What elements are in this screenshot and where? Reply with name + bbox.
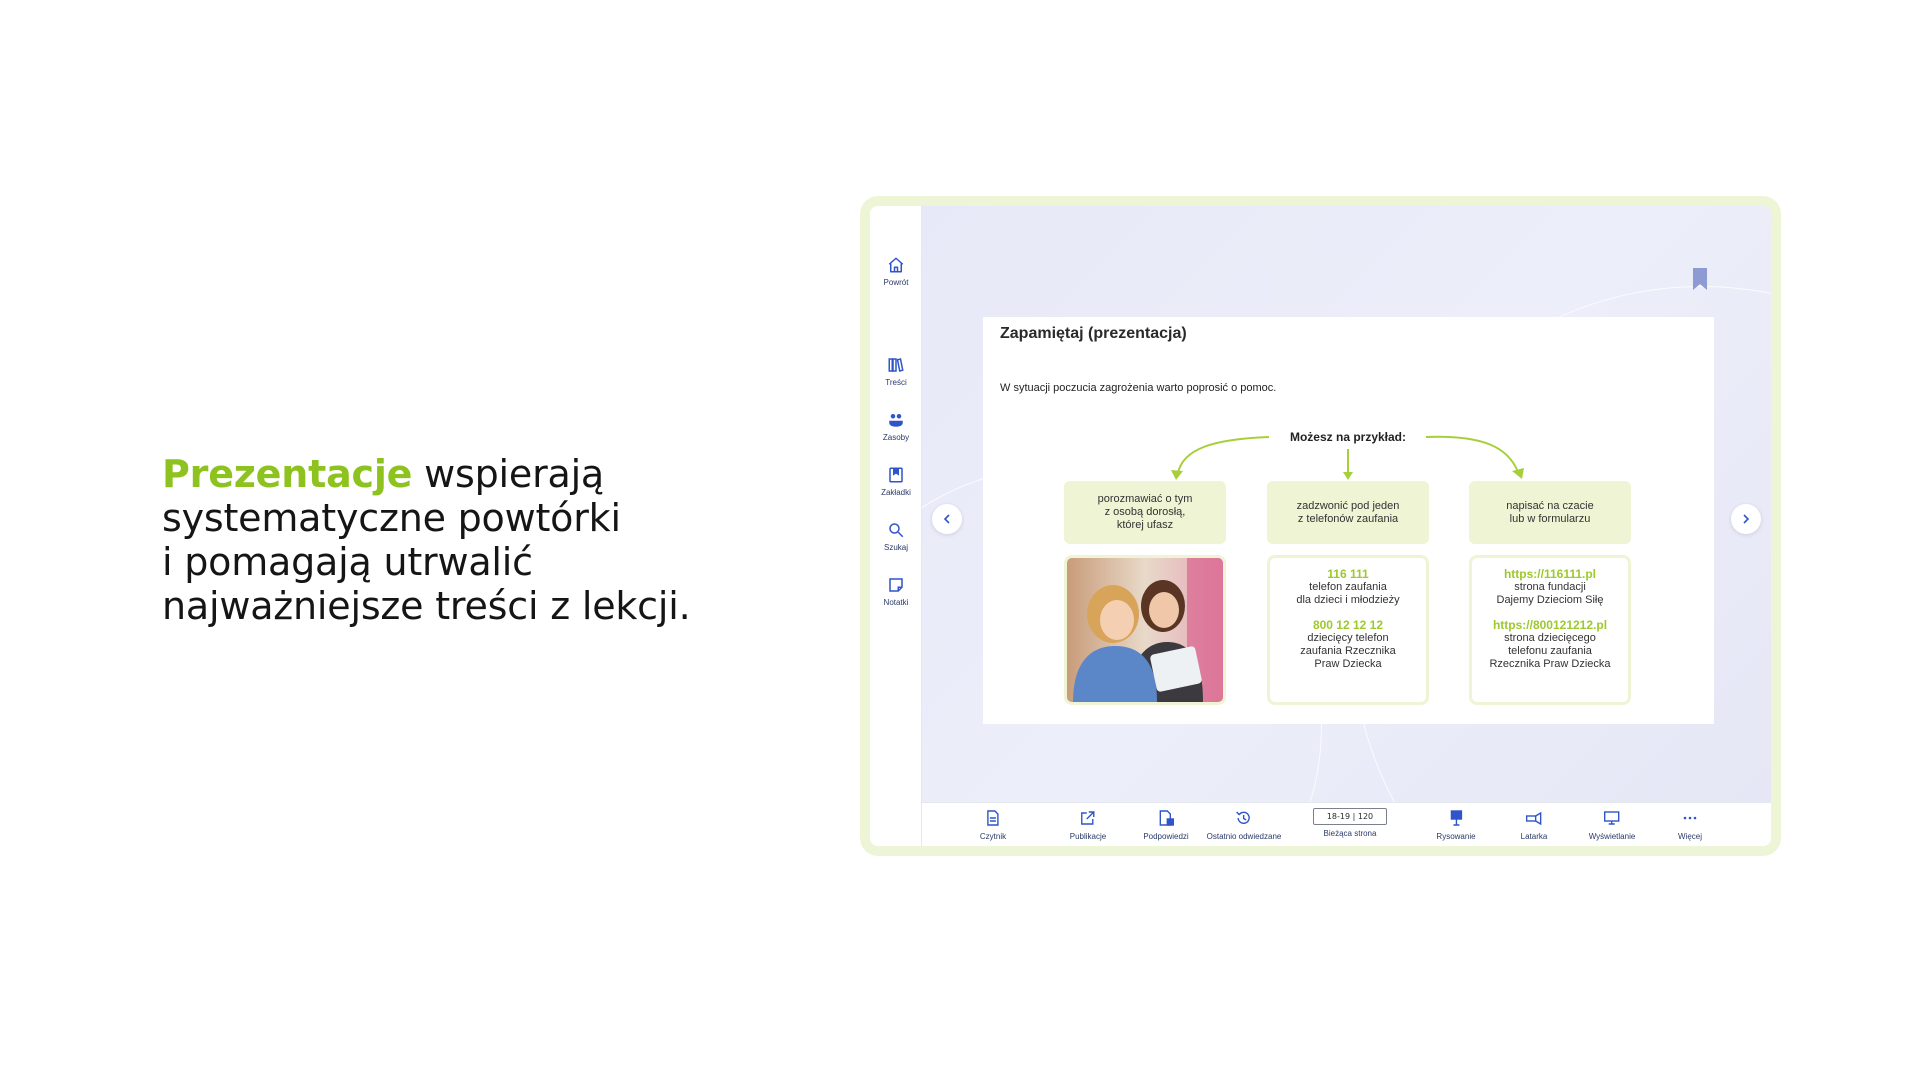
chevron-left-icon [941,513,953,525]
website-desc: Rzecznika Praw Dziecka [1489,658,1611,670]
phone-number-1[interactable]: 116 111 [1327,567,1369,581]
monitor-icon [1604,810,1620,826]
more-icon [1682,810,1698,826]
website-link-2[interactable]: https://800121212.pl [1492,618,1608,632]
photo-child-and-adult [1064,555,1226,705]
phone-desc: zaufania Rzecznika [1300,645,1396,657]
option-box-call [1267,481,1429,544]
website-link-1[interactable]: https://116111.pl [1503,567,1597,581]
option-text: z osobą dorosłą, [1104,506,1186,518]
sidebar-label: Treści [885,378,907,387]
chevron-right-icon [1740,513,1752,525]
toolbar-label: Latarka [1520,832,1548,841]
option-text: zadzwonić pod jeden [1296,499,1400,512]
toolbar-current-page[interactable] [1313,808,1387,838]
toolbar-flashlight[interactable] [1521,810,1548,841]
headline [162,452,802,628]
toolbar-label: Publikacje [1069,832,1107,841]
website-desc: strona dziecięcego [1504,632,1596,644]
option-text: napisać na czacie [1506,499,1594,512]
document-icon [985,810,1001,826]
app-screen [870,206,1771,846]
next-page-button[interactable] [1731,504,1761,534]
sidebar-item-home[interactable] [870,256,922,287]
phone-desc: Praw Dziecka [1314,658,1382,670]
option-text: lub w formularzu [1509,512,1591,525]
toolbar-label: Ostatnio odwiedzane [1206,832,1282,841]
website-desc: Dajemy Dzieciom Siłę [1496,594,1604,606]
slide-intro: W sytuacji poczucia zagrożenia warto poprosić o pomoc. [1000,382,1277,394]
toolbar-label: Czytnik [979,832,1007,841]
sidebar-item-notes[interactable] [870,576,922,607]
option-text: porozmawiać o tym [1097,493,1193,505]
headline-line-3: i pomagają utrwalić [162,540,533,584]
website-desc: strona fundacji [1514,581,1586,593]
option-text: z telefonów zaufania [1297,512,1399,525]
headline-line-1 [162,452,802,496]
previous-page-button[interactable] [932,504,962,534]
toolbar-label: Rysowanie [1436,832,1476,841]
phone-desc: dla dzieci i młodzieży [1296,594,1400,606]
drawing-icon [1448,810,1464,826]
phone-numbers-box [1267,555,1429,705]
sidebar-label: Powrót [883,278,909,287]
page-indicator[interactable]: 18-19 | 120 [1313,808,1387,825]
toolbar-drawing[interactable] [1436,810,1475,841]
content-area [922,206,1771,802]
toolbar-reader[interactable] [980,810,1006,841]
toolbar-publications[interactable] [1070,810,1106,841]
headline-line-2: systematyczne powtórki [162,496,621,540]
toolbar-more[interactable] [1678,810,1702,841]
toolbar-display[interactable] [1589,810,1636,841]
toolbar-hints[interactable] [1143,810,1188,841]
option-box-write [1469,481,1631,544]
sidebar-item-content[interactable] [870,356,922,387]
home-icon [887,256,905,274]
books-icon [887,356,905,374]
websites-box [1469,555,1631,705]
sidebar-item-resources[interactable] [870,411,922,442]
headline-line-1-rest: wspierają [412,452,605,496]
option-box-talk [1064,481,1226,544]
toolbar-label: Więcej [1677,832,1703,841]
arrow-right [1426,437,1518,472]
resources-icon [887,411,905,429]
sidebar-label: Zasoby [882,433,910,442]
external-link-icon [1080,810,1096,826]
toolbar-label: Bieżąca strona [1323,829,1377,838]
sidebar-label: Zakładki [881,488,911,497]
website-desc: telefonu zaufania [1508,645,1592,657]
phone-desc: dziecięcy telefon [1307,632,1389,644]
sidebar-item-search[interactable] [870,521,922,552]
sidebar-label: Szukaj [883,543,908,552]
sidebar [870,206,922,846]
bottom-toolbar [922,802,1771,846]
headline-line-4: najważniejsze treści z lekcji. [162,584,691,628]
history-icon [1236,810,1252,826]
search-icon [887,521,905,539]
presentation-slide [983,317,1714,724]
toolbar-label: Podpowiedzi [1143,832,1189,841]
flashlight-icon [1526,810,1542,826]
hint-file-icon [1158,810,1174,826]
page-bookmark-icon[interactable] [1693,268,1707,290]
notes-icon [887,576,905,594]
device-frame [860,196,1781,856]
phone-desc: telefon zaufania [1309,581,1387,593]
diagram-label: Możesz na przykład: [1289,430,1407,444]
toolbar-recently-visited[interactable] [1207,810,1282,841]
bookmark-icon [887,466,905,484]
option-text: której ufasz [1116,519,1174,531]
headline-accent: Prezentacje [162,452,413,496]
toolbar-label: Wyświetlanie [1588,832,1636,841]
arrow-left [1178,437,1269,473]
photo-illustration [1067,558,1223,702]
sidebar-item-bookmarks[interactable] [870,466,922,497]
slide-title: Zapamiętaj (prezentacja) [1000,325,1187,342]
phone-number-2[interactable]: 800 12 12 12 [1312,618,1384,632]
sidebar-label: Notatki [883,598,909,607]
